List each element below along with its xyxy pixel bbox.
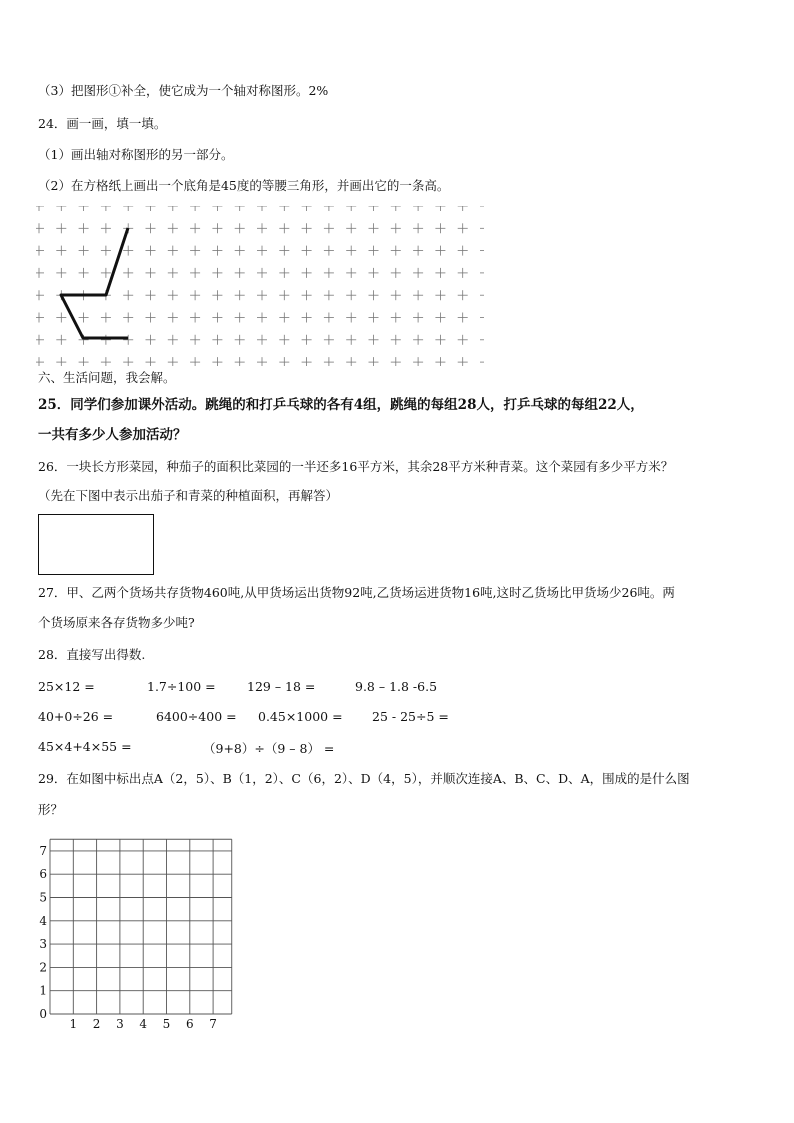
q25-line2: 一共有多少人参加活动？ (38, 427, 187, 443)
calc-item: 45×4+4×55 = (38, 739, 132, 754)
x-tick-label: 2 (92, 1017, 101, 1031)
x-tick-label: 5 (162, 1017, 171, 1031)
partial-figure (61, 228, 128, 338)
q28-title: 28．直接写出得数. (38, 647, 146, 662)
coord-grid-lines (50, 839, 232, 1014)
coordinate-grid (34, 828, 244, 1034)
coord-axis-labels (39, 844, 217, 1031)
y-tick-label: 3 (39, 937, 47, 952)
calc-item: 0.45×1000 = (258, 709, 343, 724)
x-tick-label: 4 (139, 1017, 148, 1031)
y-tick-label: 4 (39, 913, 47, 928)
x-tick-label: 1 (69, 1017, 78, 1031)
q24-title: 24．画一画，填一填。 (38, 116, 167, 131)
y-tick-label: 2 (39, 960, 47, 975)
garden-rectangle (38, 514, 154, 575)
calc-item: 129 – 18 = (247, 679, 316, 694)
plus-grid-figure (36, 206, 484, 366)
y-tick-label: 6 (39, 867, 47, 882)
calc-item: 25×12 = (38, 679, 95, 694)
plus-grid (36, 206, 484, 366)
calc-item: 25 - 25÷5 = (372, 709, 449, 724)
origin-label: 0 (39, 1007, 47, 1021)
x-tick-label: 3 (116, 1017, 124, 1031)
q29-line2: 形？ (38, 802, 64, 817)
q26-line2: （先在下图中表示出茄子和青菜的种植面积，再解答） (38, 488, 339, 503)
y-tick-label: 7 (39, 843, 47, 858)
calc-item: 1.7÷100 = (147, 679, 216, 694)
y-tick-label: 5 (39, 890, 47, 905)
calc-item: 40+0÷26 = (38, 709, 114, 724)
calc-item: 6400÷400 = (156, 709, 237, 724)
q29-line1: 29．在如图中标出点A（2，5）、B（1，2）、C（6，2）、D（4，5），并顺次连接A、B、C、D、A，围成的是什么图 (38, 771, 690, 786)
q27-line1: 27．甲、乙两个货场共存货物460吨,从甲货场运出货物92吨,乙货场运进货物16吨,这时乙货场比甲货场少26吨。两 (38, 585, 675, 600)
q24-part1: （1）画出轴对称图形的另一部分。 (38, 147, 234, 162)
q24-part2: （2）在方格纸上画出一个底角是45度的等腰三角形，并画出它的一条高。 (38, 178, 450, 193)
q23-part3: （3）把图形①补全，使它成为一个轴对称图形。2% (38, 83, 329, 98)
section-6-heading: 六、生活问题，我会解。 (38, 370, 176, 385)
calc-item: （9+8）÷（9 – 8） = (203, 741, 335, 756)
q27-line2: 个货场原来各存货物多少吨? (38, 615, 195, 630)
x-tick-label: 6 (185, 1017, 194, 1031)
q26-line1: 26．一块长方形菜园，种茄子的面积比菜园的一半还多16平方米，其余28平方米种青菜。这个菜园有多少平方米？ (38, 459, 674, 474)
y-tick-label: 1 (39, 983, 47, 998)
calc-item: 9.8 – 1.8 -6.5 (355, 679, 438, 694)
q25-line1: 25．同学们参加课外活动。跳绳的和打乒乓球的各有4组，跳绳的每组28人，打乒乓球的每组22人， (38, 397, 644, 413)
x-tick-label: 7 (209, 1017, 217, 1031)
